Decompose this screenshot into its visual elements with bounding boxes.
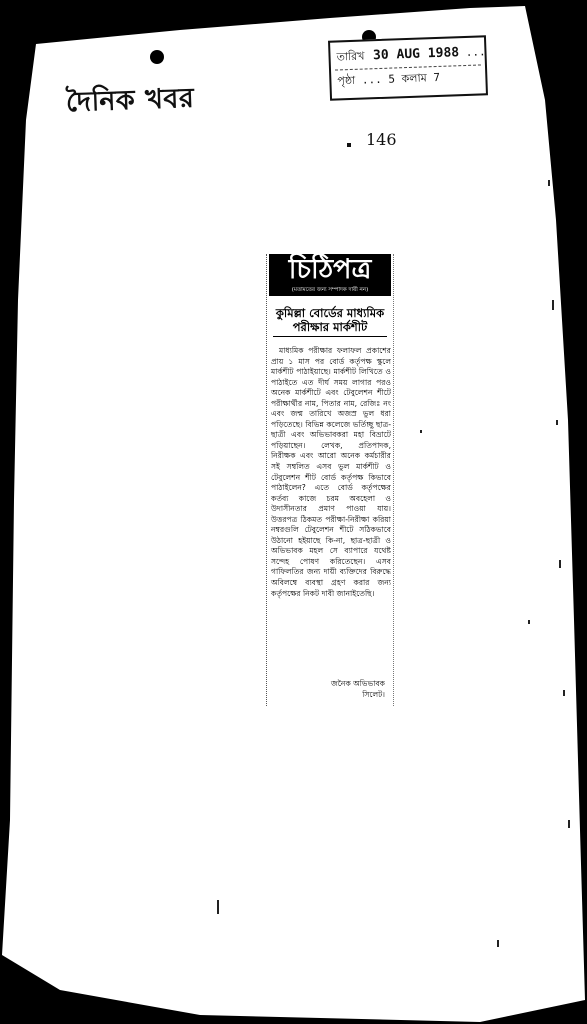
stamp-page-label: পৃষ্ঠা: [337, 73, 356, 88]
punch-hole-left: [150, 50, 164, 64]
signature-place: সিলেট।: [362, 690, 385, 699]
newspaper-name-handwritten: দৈনিক খবর: [65, 82, 195, 119]
letter-body: মাধ্যমিক পরীক্ষার ফলাফল প্রকাশের প্রায় ১ মাস পর বোর্ড কর্তৃপক্ষ স্কুলে মার্কশীট পাঠাইয়াছে। মার্কশীট লিখিতে ও পাঠাইতে এত দীর্ঘ সময় লাগার পরও অনেক মার্কশীটে এবং টেবুলেশন শীটে পরীক্ষার্থীর নাম, পিতার নাম, রেজিঃ নং এবং জন্ম তারিখে অজস্র ভুল ধরা পড়িতেছে। বিভিন্ন কলেজে ভর্তিচ্ছু ছাত্র-ছাত্রী এবং অভিভাবকরা মহা বিভ্রাটে পড়িয়াছেন। লেখক, প্রতিপাদক, নিরীক্ষক এবং আরো অনেক কর্মচারীর সই সম্বলিত এসব ভুল মার্কশীট ও টেবুলেশন শীট বোর্ড কর্তৃপক্ষ কিভাবে পাঠাইলেন? এতে বোর্ড কর্তৃপক্ষের কর্তব্য কাজে চরম অবহেলা ও উদাসীনতার প্রমাণ পাওয়া যায়। উত্তরপত্র ঠিকমত পরীক্ষা-নিরীক্ষা করিয়া নম্বরগুলি টেবুলেশন শীটে সঠিকভাবে উঠানো হইয়াছে কি-না, ছাত্র-ছাত্রী ও অভিভাবক মহল সে ব্যাপারে যথেষ্ট সন্দেহ পোষণ করিতেছেন। এসব গাফিলতির জন্য দায়ী ব্যক্তিদের বিরুদ্ধে অবিলম্বে ব্যবস্থা গ্রহণ করার জন্য কর্তৃপক্ষের নিকট দাবী জানাইতেছি।: [271, 346, 391, 598]
letter-headline: [271, 306, 389, 334]
column-subtitle: (মতামতের জন্য সম্পাদক দায়ী নন): [291, 287, 369, 293]
headline-rule: [273, 336, 387, 337]
column-title: চিঠিপত্র: [288, 254, 372, 285]
stamp-date-value: 30 AUG 1988: [372, 45, 460, 64]
headline-line-2: পরীক্ষার মার্কশীট: [292, 320, 368, 334]
stamp-column-label: কলাম: [401, 71, 427, 86]
signature-name: জনৈক অভিভাবক: [330, 679, 385, 688]
headline-line-1: কুমিল্লা বোর্ডের মাধ্যমিক: [275, 306, 385, 320]
newspaper-clipping: [266, 254, 394, 706]
page-number: 146: [366, 130, 397, 149]
bullet-mark: [347, 143, 351, 147]
stamp-date-row: [336, 43, 486, 67]
letter-signature: [331, 678, 385, 700]
stamp-page-row: [337, 69, 440, 92]
date-stamp: [328, 35, 488, 100]
stamp-page-dots: ...: [361, 72, 389, 87]
stamp-column-value: 7: [433, 70, 441, 85]
stamp-date-label: তারিখ: [336, 49, 365, 64]
stamp-page-value: 5: [388, 72, 396, 86]
stamp-dots: ...: [465, 45, 486, 59]
column-masthead: [269, 254, 391, 296]
